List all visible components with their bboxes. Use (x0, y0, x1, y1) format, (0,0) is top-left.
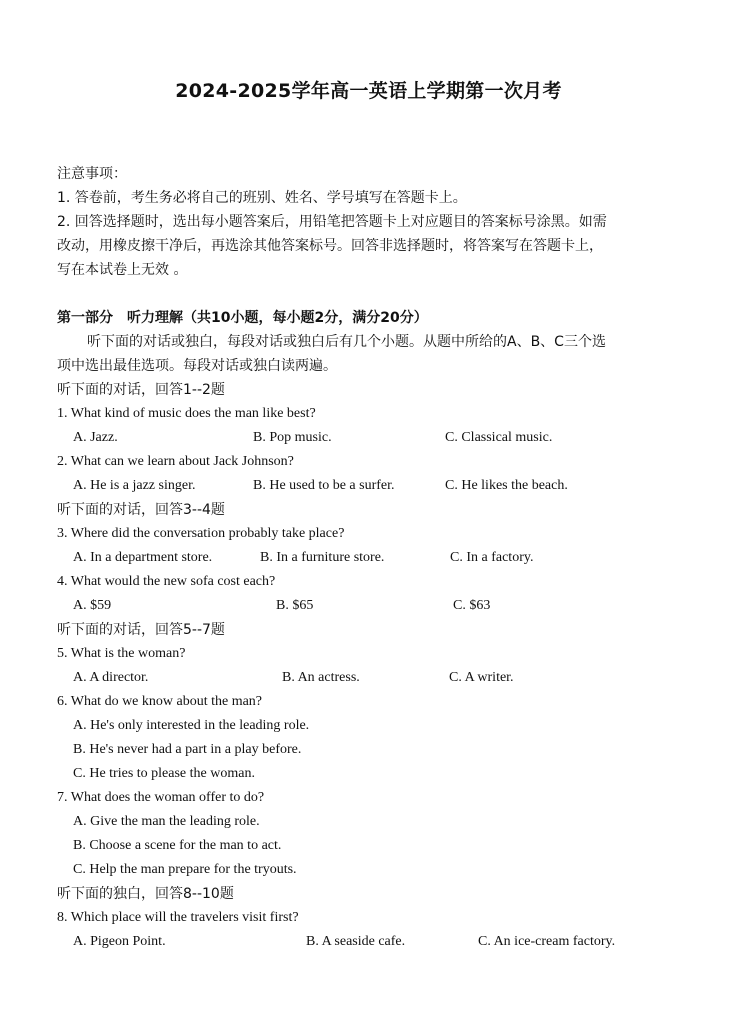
notice-heading: 注意事项： (57, 166, 127, 182)
question-3-option-c: C. In a factory. (450, 550, 534, 565)
page-title: 2024-2025学年高一英语上学期第一次月考 (175, 80, 562, 102)
question-7-option-c: C. Help the man prepare for the tryouts. (73, 862, 297, 877)
question-5-option-c: C. A writer. (449, 670, 514, 685)
question-2-stem: 2. What can we learn about Jack Johnson? (57, 454, 294, 469)
question-4-option-c: C. $63 (453, 598, 491, 613)
section-intro-line-2: 项中选出最佳选项。每段对话或独白读两遍。 (57, 358, 337, 374)
notice-item-1: 1. 答卷前，考生务必将自己的班别、姓名、学号填写在答题卡上。 (57, 190, 467, 206)
question-2-option-c: C. He likes the beach. (445, 478, 568, 493)
section-intro-line-1: 听下面的对话或独白，每段对话或独白后有几个小题。从题中所给的A、B、C三个选 (87, 334, 606, 350)
question-8-option-c: C. An ice-cream factory. (478, 934, 616, 949)
question-5-option-a: A. A director. (73, 670, 149, 685)
question-3-option-b: B. In a furniture store. (260, 550, 385, 565)
question-4-stem: 4. What would the new sofa cost each? (57, 574, 276, 589)
question-7-option-b: B. Choose a scene for the man to act. (73, 838, 282, 853)
question-6-option-a: A. He's only interested in the leading role. (73, 718, 310, 733)
question-5-stem: 5. What is the woman? (57, 646, 186, 661)
notice-item-2-line-1: 2. 回答选择题时，选出每小题答案后，用铅笔把答题卡上对应题目的答案标号涂黑。如需 (57, 214, 607, 230)
question-2-option-a: A. He is a jazz singer. (73, 478, 196, 493)
question-5-option-b: B. An actress. (282, 670, 360, 685)
question-3-stem: 3. Where did the conversation probably take place? (57, 526, 345, 541)
question-1-option-b: B. Pop music. (253, 430, 332, 445)
question-4-option-a: A. $59 (73, 598, 112, 613)
question-6-stem: 6. What do we know about the man? (57, 694, 263, 709)
group-heading-3: 听下面的对话，回答5--7题 (57, 622, 225, 638)
question-8-option-b: B. A seaside cafe. (306, 934, 406, 949)
question-4-option-b: B. $65 (276, 598, 314, 613)
question-7-option-a: A. Give the man the leading role. (73, 814, 260, 829)
group-heading-2: 听下面的对话，回答3--4题 (57, 502, 225, 518)
question-3-option-a: A. In a department store. (73, 550, 213, 565)
question-1-stem: 1. What kind of music does the man like best? (57, 406, 316, 421)
notice-item-2-line-2: 改动，用橡皮擦干净后，再选涂其他答案标号。回答非选择题时，将答案写在答题卡上， (57, 238, 603, 254)
question-6-option-c: C. He tries to please the woman. (73, 766, 255, 781)
notice-item-2-line-3: 写在本试卷上无效 。 (57, 262, 188, 278)
question-6-option-b: B. He's never had a part in a play before. (73, 742, 302, 757)
question-8-option-a: A. Pigeon Point. (73, 934, 166, 949)
question-1-option-a: A. Jazz. (73, 430, 118, 445)
question-1-option-c: C. Classical music. (445, 430, 553, 445)
question-7-stem: 7. What does the woman offer to do? (57, 790, 265, 805)
group-heading-1: 听下面的对话，回答1--2题 (57, 382, 225, 398)
section-heading: 第一部分 听力理解（共10小题，每小题2分，满分20分） (57, 310, 428, 326)
group-heading-4: 听下面的独白，回答8--10题 (57, 886, 234, 902)
question-2-option-b: B. He used to be a surfer. (253, 478, 395, 493)
question-8-stem: 8. Which place will the travelers visit first? (57, 910, 299, 925)
